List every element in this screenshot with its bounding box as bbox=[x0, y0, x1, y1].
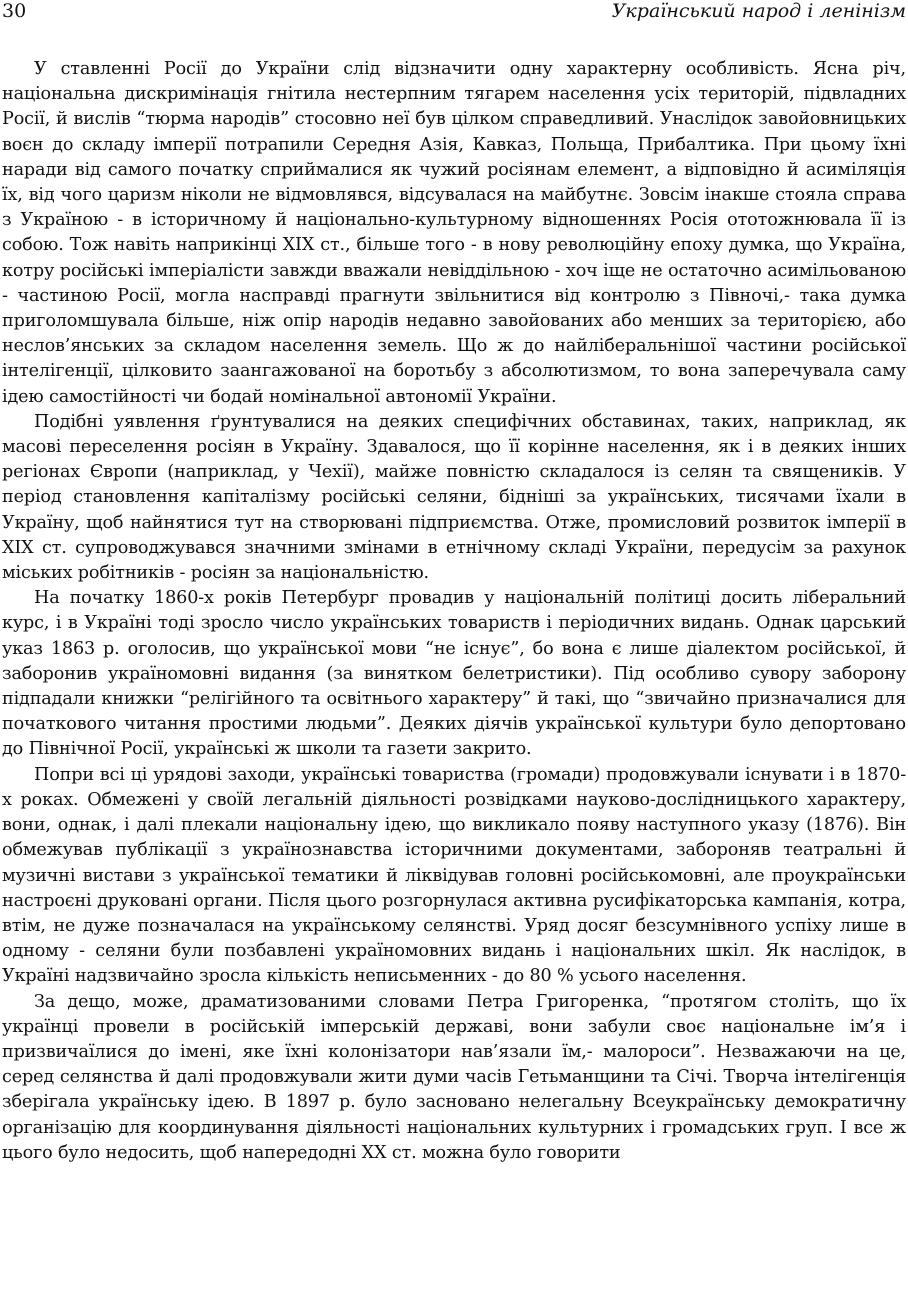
running-title: Український народ і ленінізм bbox=[611, 0, 906, 22]
paragraph: На початку 1860-х років Петербург провадив у національній політиці досить ліберальний курс, і в Україні тоді зросло число українських товариств і періодичних видань. Однак царський указ 1863 р. оголосив, що української мови “не існує”, бо вона є лише діалектом російської, й заборонив україномовні видання (за винятком белетристики). Під особливо сувору заборону підпадали книжки “релігійного та освітнього характеру” й такі, що “звичайно призначалися для початкового читання простими людьми”. Деяких діячів української культури було депортовано до Північної Росії, українські ж школи та газети закрито. bbox=[2, 588, 906, 760]
paragraph: За дещо, може, драматизованими словами Петра Григоренка, “протягом століть, що їх українці провели в російській імперській державі, вони забули своє національне ім’я і призвичаїлися до імені, яке їхні колонізатори нав’язали їм,- малороси”. Незважаючи на це, серед селянства й далі продовжували жити думи часів Гетьманщини та Січі. Творча інтелігенція зберігала українську ідею. В 1897 р. було засновано нелегальну Всеукраїнську демократичну організацію для координування діяльності національних культурних і громадських груп. І все ж цього було недосить, щоб напередодні XX ст. можна було говорити bbox=[2, 991, 906, 1163]
page-number: 30 bbox=[2, 0, 27, 22]
page-header bbox=[2, 0, 906, 24]
paragraph: Попри всі ці урядові заходи, українські товариства (громади) продовжували існувати і в 1870-х роках. Обмежені у своїй легальній діяльності розвідками науково-дослідницького характеру, вони, однак, і далі плекали національну ідею, що викликало появу наступного указу (1876). Він обмежував публікації з українознавства історичними документами, забороняв театральні й музичні вистави з української тематики й ліквідував головні російськомовні, але проукраїнськи настроєні друковані органи. Після цього розгорнулася активна русифікаторська кампанія, котра, втім, не дуже позначалася на українському селянстві. Уряд досяг безсумнівного успіху лише в одному - селяни були позбавлені україномовних видань і національних шкіл. Як наслідок, в Україні надзвичайно зросла кількість неписьменних - до 80 % усього населення. bbox=[2, 764, 906, 987]
paragraph: Подібні уявлення ґрунтувалися на деяких специфічних обставинах, таких, наприклад, як масові переселення росіян в Україну. Здавалося, що її корінне населення, як і в деяких інших регіонах Європи (наприклад, у Чехії), майже повністю складалося із селян та священиків. У період становлення капіталізму російські селяни, бідніші за українських, тисячами їхали в Україну, щоб найнятися тут на створювані підприємства. Отже, промисловий розвиток імперії в XIX ст. супроводжувався значними змінами в етнічному складі України, передусім за рахунок міських робітників - росіян за національністю. bbox=[2, 411, 906, 584]
body-text bbox=[2, 57, 906, 1166]
paragraph: У ставленні Росії до України слід відзначити одну характерну особливість. Ясна річ, національна дискримінація гнітила нестерпним тягарем населення усіх територій, підвладних Росії, й вислів “тюрма народів” стосовно неї був цілком справедливий. Унаслідок завойовницьких воєн до складу імперії потрапили Середня Азія, Кавказ, Польща, Прибалтика. При цьому їхні наради від самого початку сприймалися як чужий росіянам елемент, а відповідно й асиміляція їх, від чого царизм ніколи не відмовлявся, відсувалася на майбутнє. Зовсім інакше стояла справа з Україною - в історичному й національно-культурному відношеннях Росія ототожнювала її із собою. Тож навіть наприкінці XIX ст., більше того - в нову революційну епоху думка, що Україна, котру російські імперіалісти завжди вважали невіддільною - хоч іще не остаточно асимільованою - частиною Росії, могла насправді прагнути звільнитися від контролю з Півночі,- така думка приголомшувала більше, ніж опір народів недавно завойованих або менших за територією, або неслов’янських за складом населення земель. Що ж до найліберальнішої частини російської інтелігенції, цілковито заангажованої на боротьбу з абсолютизмом, то вона заперечувала саму ідею самостійності чи бодай номінальної автономії України. bbox=[2, 59, 906, 407]
